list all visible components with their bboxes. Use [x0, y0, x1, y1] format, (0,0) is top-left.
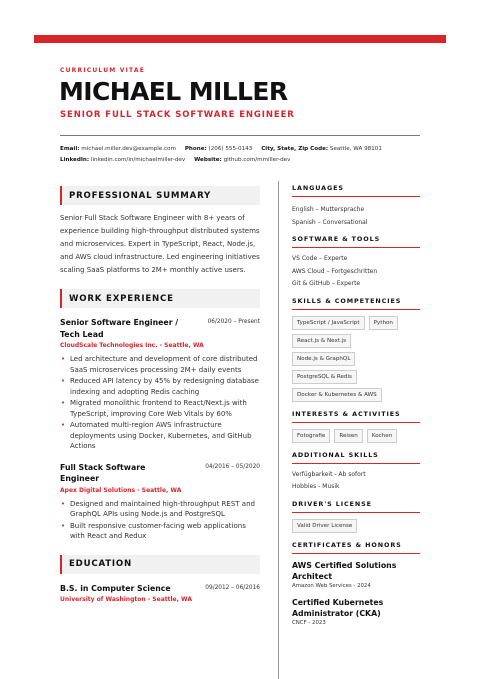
job-entry [60, 462, 260, 542]
job-bullet: • Automated multi-region AWS infrastructure deployments using Docker, Kubernetes, and GitHub Actions [60, 420, 260, 452]
job-title: Full Stack Software Engineer [60, 462, 146, 483]
job-bullet: • Migrated monolithic frontend to React/Next.js with TypeScript, improving Core Web Vitals by 60% [60, 398, 260, 419]
language-item: English – Muttersprache [292, 206, 365, 213]
software-heading: SOFTWARE & TOOLS [292, 235, 420, 248]
certificate-issuer: Amazon Web Services - 2024 [292, 582, 371, 589]
interest-tag: Reisen [334, 429, 363, 443]
job-bullet: • Designed and maintained high-throughput REST and GraphQL APIs using Node.js and PostgreSQL [60, 499, 260, 520]
language-item: Spanish – Conversational [292, 218, 368, 226]
skill-tag: Node.js & GraphQL [292, 352, 355, 366]
document-eyebrow: CURRICULUM VITAE [60, 67, 146, 74]
education-entry [60, 583, 260, 604]
job-company: Apex Digital Solutions - Seattle, WA [60, 486, 182, 494]
location-label: City, State, Zip Code: [261, 146, 329, 152]
summary-text: Senior Full Stack Software Engineer with 8+ years of experience building high-throughput distributed systems and microservices. Expert in TypeScript, React, Node.js, and AWS cloud infrastructure. Led engineering initiatives scaling SaaS platforms to 2M+ monthly active users. [60, 214, 260, 274]
languages-list [292, 204, 420, 229]
certificate-entry [292, 560, 420, 589]
interests-tags [292, 429, 420, 443]
job-entry [60, 317, 260, 452]
phone-label: Phone: [184, 146, 207, 152]
license-tag: Valid Driver License [292, 519, 357, 533]
experience-heading: WORK EXPERIENCE [60, 289, 260, 308]
linkedin-value[interactable]: linkedin.com/in/michaelmiller-dev [90, 157, 186, 163]
job-dates: 04/2016 – 05/2020 [205, 463, 260, 470]
job-title: Senior Software Engineer / Tech Lead [60, 318, 179, 339]
header-accent-bar [34, 35, 446, 43]
header-divider [60, 135, 420, 136]
website-value[interactable]: github.com/mmiller-dev [223, 157, 291, 163]
skills-heading: SKILLS & COMPETENCIES [292, 297, 420, 310]
job-dates: 06/2020 – Present [207, 319, 260, 325]
skill-tag: Docker & Kubernetes & AWS [292, 388, 382, 402]
candidate-name: MICHAEL MILLER [59, 77, 288, 106]
skill-tag: PostgreSQL & Redis [292, 370, 357, 384]
column-divider [278, 181, 279, 679]
additional-heading: ADDITIONAL SKILLS [292, 451, 420, 464]
job-bullet: • Reduced API latency by 45% by redesigning database indexing and adopting Redis caching [60, 376, 260, 397]
skill-tag: Python [369, 316, 398, 330]
main-column [60, 186, 260, 603]
skill-tag: TypeScript / JavaScript [292, 316, 365, 330]
location-value: Seattle, WA 98101 [329, 146, 382, 152]
software-item: AWS Cloud – Fortgeschritten [292, 267, 378, 275]
school-name: University of Washington - Seattle, WA [60, 596, 192, 603]
degree-title: B.S. in Computer Science [60, 583, 171, 593]
summary-heading: PROFESSIONAL SUMMARY [60, 186, 260, 205]
certificate-entry [292, 597, 420, 626]
linkedin-label: LinkedIn: [60, 157, 90, 163]
certificate-issuer: CNCF - 2023 [292, 619, 326, 626]
phone-value: (206) 555-0143 [208, 146, 253, 152]
job-bullets [60, 354, 260, 452]
job-bullets [60, 499, 260, 542]
license-tags [292, 519, 420, 533]
additional-list [292, 469, 420, 494]
interest-tag: Fotografie [292, 429, 330, 443]
certificate-name: AWS Certified Solutions Architect [292, 560, 397, 581]
candidate-role: SENIOR FULL STACK SOFTWARE ENGINEER [60, 110, 295, 120]
skills-tags [292, 316, 424, 402]
interest-tag: Kochen [367, 429, 397, 443]
job-bullet: • Built responsive customer-facing web applications with React and Redux [60, 521, 260, 542]
job-bullet: • Led architecture and development of core distributed SaaS microservices processing 2M+ daily events [60, 354, 260, 375]
sidebar-column [292, 184, 420, 626]
additional-item: Verfügbarkeit - Ab sofort [292, 470, 366, 478]
website-label: Website: [194, 157, 222, 163]
email-label: Email: [60, 146, 80, 152]
education-heading: EDUCATION [60, 555, 260, 574]
education-dates: 09/2012 – 06/2016 [205, 584, 260, 591]
interests-heading: INTERESTS & ACTIVITIES [292, 410, 420, 423]
software-list [292, 253, 420, 291]
skill-tag: React.js & Next.js [292, 334, 351, 348]
certificates-heading: CERTIFICATES & HONORS [292, 541, 420, 554]
job-company: CloudScale Technologies Inc. - Seattle, WA [60, 342, 204, 349]
contact-line-2 [60, 157, 290, 163]
software-item: Git & GitHub – Experte [292, 280, 361, 287]
languages-heading: LANGUAGES [292, 184, 420, 197]
certificate-name: Certified Kubernetes Administrator (CKA) [292, 597, 384, 618]
software-item: VS Code – Experte [292, 255, 348, 262]
additional-item: Hobbies - Musik [292, 483, 340, 490]
contact-line-1 [60, 146, 382, 152]
email-value[interactable]: michael.miller.dev@example.com [81, 146, 176, 152]
license-heading: DRIVER'S LICENSE [292, 500, 420, 513]
